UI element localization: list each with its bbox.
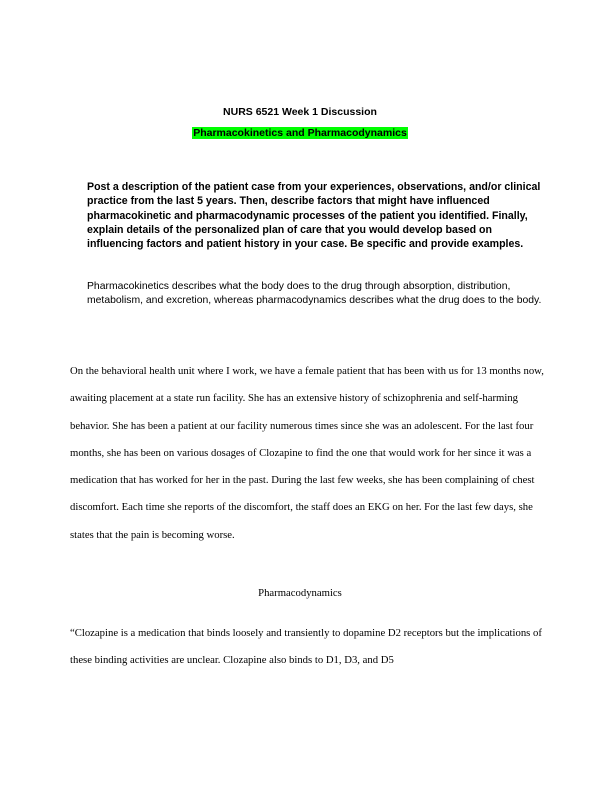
definition-paragraph: Pharmacokinetics describes what the body does to the drug through absorption, distribution, metabolism, and excretion, whereas pharmacodynamics describes what the drug does to the body.: [87, 281, 542, 307]
section-heading-pharmacodynamics: Pharmacodynamics: [258, 587, 342, 599]
discussion-prompt: Post a description of the patient case from your experiences, observations, and/or clinical practice from the last 5 years. Then, describe factors that might have influenced pharmacokinetic and pharmacodynamic processes of the patient you identified. Finally, explain details of the personalized plan of care that you would develop based on influencing factors and patient history in your case. Be specific and provide examples.: [87, 181, 541, 251]
document-subtitle: Pharmacokinetics and Pharmacodynamics: [193, 127, 407, 139]
pharmacodynamics-paragraph: “Clozapine is a medication that binds loosely and transiently to dopamine D2 receptors but the implications of these binding activities are unclear. Clozapine also binds to D1, D3, and D5: [70, 627, 542, 667]
document-title: NURS 6521 Week 1 Discussion: [223, 106, 377, 118]
document-subtitle-line: [0, 126, 600, 140]
patient-case-paragraph: On the behavioral health unit where I work, we have a female patient that has been with us for 13 months now, awaiting placement at a state run facility. She has an extensive history of schizophrenia and self-harming behavior. She has been a patient at our facility numerous times since she was an adolescent. For the last four months, she has been on various dosages of Clozapine to find the one that would work for her since it was a medication that has worked for her in the past. During the last few weeks, she has been complaining of chest discomfort. Each time she reports of the discomfort, the staff does an EKG on her. For the last few days, she states that the pain is becoming worse.: [70, 365, 544, 541]
